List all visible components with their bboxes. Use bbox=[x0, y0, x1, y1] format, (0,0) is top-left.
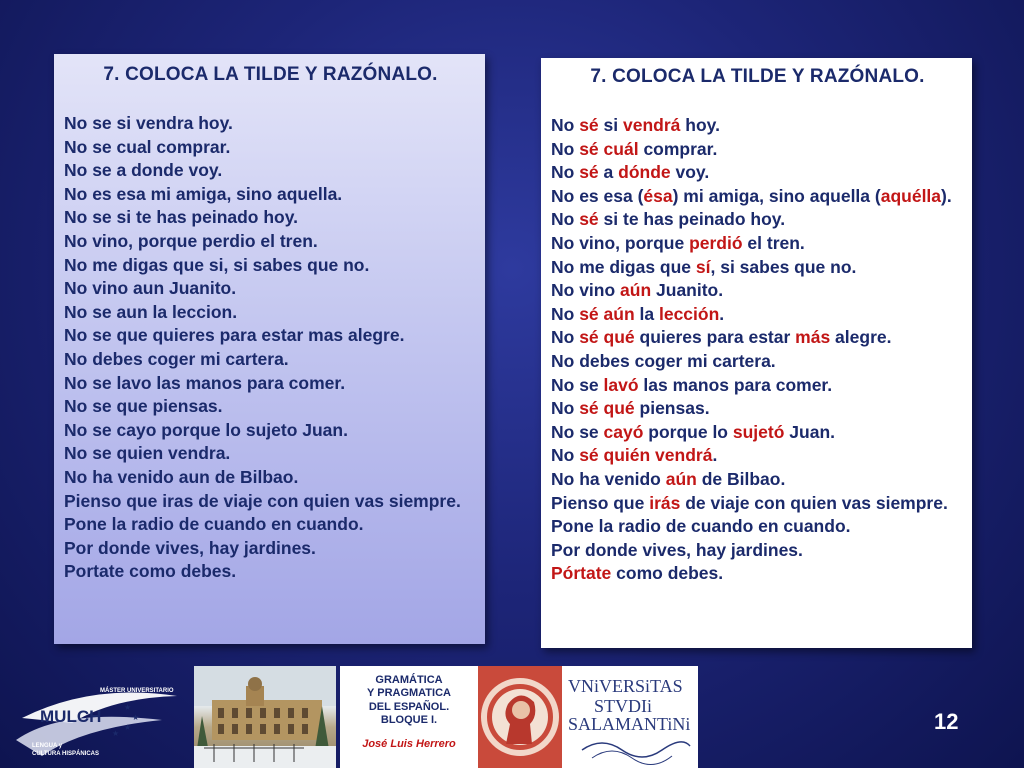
sentence-line: No se quien vendra. bbox=[64, 443, 231, 464]
sentence-text: ) mi amiga, sino aquella ( bbox=[672, 185, 881, 206]
sentence-text: de viaje con quien vas siempre. bbox=[680, 492, 948, 513]
course-line2: Y PRAGMATICA bbox=[367, 687, 451, 700]
mulch-name: MULCH bbox=[40, 707, 102, 726]
corrected-sentence-line bbox=[551, 515, 964, 539]
sentence-text: No se bbox=[551, 374, 604, 395]
course-line3: DEL ESPAÑOL. bbox=[368, 700, 450, 713]
sentence-text: alegre. bbox=[830, 327, 892, 348]
sentence-line: No se cual comprar. bbox=[64, 136, 231, 157]
sentence-text: piensas. bbox=[634, 398, 710, 419]
accented-word: vendrá bbox=[623, 115, 681, 135]
sentence-text: No bbox=[551, 398, 580, 419]
sentence-text: No bbox=[551, 327, 580, 348]
mulch-logo bbox=[12, 678, 182, 760]
sentence-line: No debes coger mi cartera. bbox=[64, 348, 289, 369]
sentence-line: No se cayo porque lo sujeto Juan. bbox=[64, 419, 348, 440]
sentence-text: las manos para comer. bbox=[638, 374, 833, 395]
corrected-sentence-line bbox=[551, 114, 964, 138]
sentence-text: voy. bbox=[670, 162, 710, 183]
sentence-line: No vino aun Juanito. bbox=[64, 278, 237, 299]
accented-word: dónde bbox=[618, 162, 671, 183]
university-seal-image bbox=[478, 666, 562, 768]
accented-word: sé bbox=[579, 209, 599, 230]
course-author: José Luis Herrero bbox=[362, 737, 456, 750]
accented-word: perdió bbox=[689, 232, 743, 253]
sentence-text: quieres para estar bbox=[634, 327, 796, 348]
accented-word: irás bbox=[649, 492, 681, 513]
accented-word: ésa bbox=[643, 185, 673, 206]
sentence-text: . bbox=[712, 445, 718, 466]
sentence-line: Pone la radio de cuando en cuando. bbox=[64, 514, 364, 535]
sentence-text: Juan. bbox=[784, 421, 835, 442]
sentence-text: No bbox=[551, 303, 580, 324]
sentence-text: No bbox=[551, 209, 580, 230]
sentence-text: Pone la radio de cuando en cuando. bbox=[551, 516, 851, 537]
sentence-text: No vino bbox=[551, 280, 621, 301]
corrected-sentence-line bbox=[551, 468, 964, 492]
corrected-sentence-line bbox=[551, 350, 964, 374]
course-line4: BLOQUE I. bbox=[380, 714, 438, 727]
sentence-line: No se a donde voy. bbox=[64, 160, 223, 181]
sentence-text: No vino, porque bbox=[551, 232, 690, 253]
accented-word: cayó bbox=[603, 421, 644, 442]
sentence-text: No debes coger mi cartera. bbox=[551, 350, 776, 371]
sentence-text: si te has peinado hoy. bbox=[598, 209, 786, 230]
accented-word: sé bbox=[579, 138, 599, 159]
star-icon: ★ bbox=[124, 723, 132, 732]
accented-word: más bbox=[795, 327, 831, 348]
accented-word: aquélla bbox=[880, 185, 942, 206]
corrected-sentence-line bbox=[551, 208, 964, 232]
sentence-text: No bbox=[551, 445, 580, 466]
sentence-text: No bbox=[551, 115, 580, 135]
university-line3: SALAMANTiNi bbox=[568, 714, 691, 734]
corrected-exercise-panel bbox=[541, 58, 972, 648]
mulch-top-text: MÁSTER UNIVERSITARIO bbox=[100, 688, 174, 694]
sentence-text: si bbox=[598, 115, 623, 135]
sentence-line: No vino, porque perdio el tren. bbox=[64, 230, 318, 251]
corrected-sentence-line bbox=[551, 279, 964, 303]
mulch-line2: CULTURA HISPÁNICAS bbox=[32, 751, 99, 757]
accented-word: sujetó bbox=[732, 421, 785, 442]
sentence-line: No me digas que si, si sabes que no. bbox=[64, 254, 370, 275]
sentence-text: ). bbox=[941, 185, 952, 206]
sentence-line: Por donde vives, hay jardines. bbox=[64, 537, 316, 558]
university-line2: STVDIi bbox=[594, 696, 652, 716]
sentence-text: comprar. bbox=[638, 138, 718, 159]
accented-word: sé bbox=[579, 162, 599, 183]
right-sentence-list bbox=[551, 114, 964, 586]
accented-word: sé qué bbox=[579, 398, 635, 419]
corrected-sentence-line bbox=[551, 326, 964, 350]
sentence-line: Portate como debes. bbox=[64, 561, 237, 582]
sentence-line: No ha venido aun de Bilbao. bbox=[64, 466, 299, 487]
sentence-text: hoy. bbox=[680, 115, 720, 135]
sentence-text: No bbox=[551, 138, 580, 159]
corrected-sentence-line bbox=[551, 421, 964, 445]
sentence-line: No se que piensas. bbox=[64, 396, 223, 417]
accented-word: sé bbox=[579, 115, 599, 135]
corrected-sentence-line bbox=[551, 303, 964, 327]
star-icon: ★ bbox=[132, 713, 140, 722]
mulch-line1: LENGUA y bbox=[32, 743, 63, 749]
accented-word: sí bbox=[695, 256, 711, 277]
sentence-text: No me digas que bbox=[551, 256, 696, 277]
building-photo bbox=[194, 666, 336, 768]
accented-word: sé qué bbox=[579, 327, 635, 348]
sentence-text: No es esa ( bbox=[551, 185, 644, 206]
sentence-text: , si sabes que no. bbox=[710, 256, 857, 277]
star-icon: ★ bbox=[124, 703, 132, 712]
corrected-sentence-line bbox=[551, 374, 964, 398]
corrected-sentence-line bbox=[551, 232, 964, 256]
sentence-line: No es esa mi amiga, sino aquella. bbox=[64, 183, 343, 204]
university-logo bbox=[562, 666, 698, 768]
corrected-sentence-line bbox=[551, 138, 964, 162]
sentence-line: No se si te has peinado hoy. bbox=[64, 207, 299, 228]
university-line1: VNiVERSiTAS bbox=[568, 676, 683, 696]
sentence-line: No se si vendra hoy. bbox=[64, 113, 233, 133]
accented-word: aún bbox=[620, 280, 652, 301]
sentence-text: No ha venido bbox=[551, 468, 666, 489]
sentence-text: a bbox=[598, 162, 619, 183]
course-info-box bbox=[340, 666, 478, 768]
sentence-text: No bbox=[551, 162, 580, 183]
page-number: 12 bbox=[934, 709, 959, 734]
corrected-sentence-line bbox=[551, 562, 964, 586]
sentence-line: No se lavo las manos para comer. bbox=[64, 372, 346, 393]
corrected-sentence-line bbox=[551, 492, 964, 516]
corrected-sentence-line bbox=[551, 539, 964, 563]
right-panel-title: 7. COLOCA LA TILDE Y RAZÓNALO. bbox=[590, 66, 925, 87]
accented-word: aún bbox=[665, 468, 697, 489]
sentence-text: de Bilbao. bbox=[696, 468, 786, 489]
accented-word: lección bbox=[658, 303, 720, 324]
sentence-text: porque lo bbox=[643, 421, 733, 442]
accented-word: sé quién vendrá bbox=[579, 445, 713, 466]
corrected-sentence-line bbox=[551, 397, 964, 421]
original-exercise-panel bbox=[54, 54, 485, 644]
sentence-text: Por donde vives, hay jardines. bbox=[551, 539, 803, 560]
sentence-text: No se bbox=[551, 421, 604, 442]
accented-word: cuál bbox=[603, 138, 639, 159]
sentence-line: Pienso que iras de viaje con quien vas siempre. bbox=[64, 490, 461, 511]
sentence-text: la bbox=[634, 303, 659, 324]
accented-word: sé aún bbox=[579, 303, 635, 324]
accented-word: lavó bbox=[603, 374, 639, 395]
star-icon: ★ bbox=[112, 729, 120, 738]
sentence-line: No se que quieres para estar mas alegre. bbox=[64, 325, 405, 346]
course-line1: GRAMÁTICA bbox=[375, 674, 443, 686]
sentence-text: . bbox=[719, 303, 725, 324]
sentence-text: Pienso que bbox=[551, 492, 650, 513]
left-panel-title: 7. COLOCA LA TILDE Y RAZÓNALO. bbox=[103, 64, 438, 85]
sentence-text: Juanito. bbox=[651, 280, 724, 301]
sentence-text: como debes. bbox=[611, 563, 724, 584]
corrected-sentence-line bbox=[551, 444, 964, 468]
corrected-sentence-line bbox=[551, 185, 964, 209]
corrected-sentence-line bbox=[551, 161, 964, 185]
left-sentence-list bbox=[64, 112, 477, 584]
sentence-text: el tren. bbox=[742, 232, 805, 253]
accented-word: Pórtate bbox=[551, 563, 612, 584]
corrected-sentence-line bbox=[551, 256, 964, 280]
sentence-line: No se aun la leccion. bbox=[64, 301, 238, 322]
